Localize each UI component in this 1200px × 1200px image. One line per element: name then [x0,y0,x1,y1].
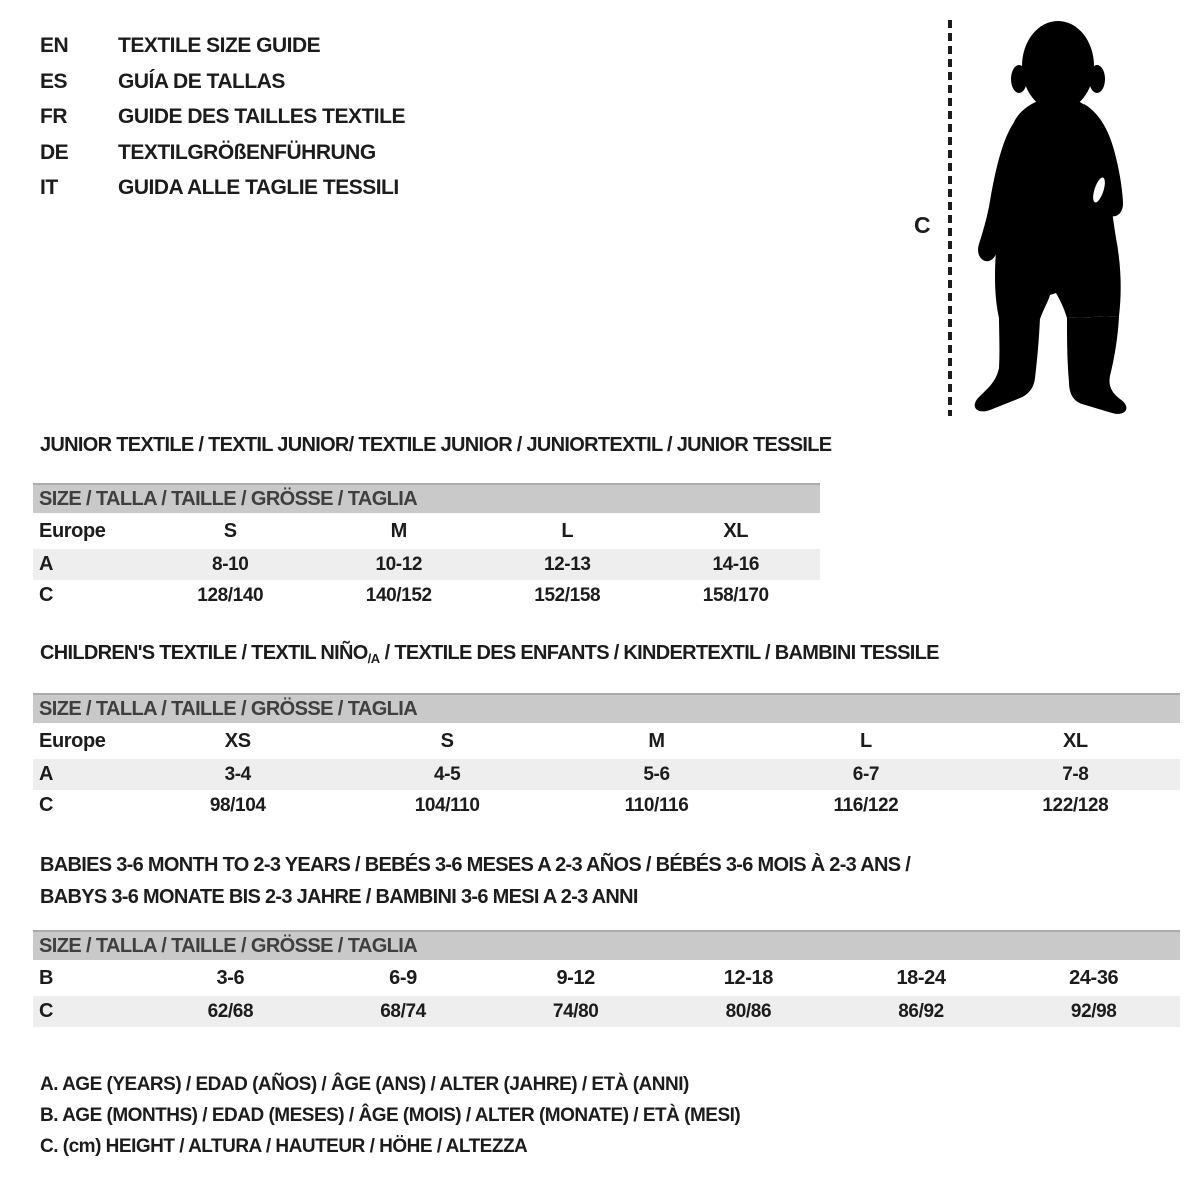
size-cell: M [648,730,665,752]
height-cell: 152/158 [534,585,601,606]
height-cell: 122/128 [1042,795,1109,816]
size-cell: XS [224,730,251,752]
months-cell: 6-9 [389,967,417,989]
language-title: TEXTILGRÖßENFÜHRUNG [118,140,376,164]
language-code: DE [40,140,69,164]
babies-size-table [33,930,1180,1027]
months-cell: 24-36 [1069,967,1119,989]
junior-row-height [33,580,820,611]
age-cell: 12-13 [543,554,591,575]
height-cell: 104/110 [414,795,480,816]
toddler-silhouette-image [966,16,1138,418]
legend-line-b: B. AGE (MONTHS) / EDAD (MESES) / ÂGE (MOIS) / ALTER (MONATE) / ETÀ (MESI) [40,1105,741,1126]
height-dashed-line [948,20,952,416]
language-row-de [40,135,405,171]
age-cell: 10-12 [375,554,423,575]
language-title: GUIDA ALLE TAGLIE TESSILI [118,176,399,199]
row-label: C [39,794,54,816]
silhouette-leg-left [975,316,1040,411]
children-title-suffix: / TEXTILE DES ENFANTS / KINDERTEXTIL / BAMBINI TESSILE [379,642,939,664]
language-row-es [40,64,405,100]
silhouette-leg-right [1067,316,1126,414]
height-measure-label: C [914,212,931,238]
children-size-table [33,693,1180,821]
age-cell: 3-4 [224,764,251,785]
junior-size-table [33,483,820,611]
height-cell: 74/80 [552,1001,599,1022]
height-cell: 86/92 [898,1001,944,1022]
height-cell: 98/104 [209,795,266,816]
height-cell: 140/152 [365,585,432,606]
language-code: EN [40,34,69,57]
legend [40,1069,740,1162]
row-label: C [39,1000,54,1022]
age-cell: 14-16 [712,554,760,575]
babies-row-months [33,960,1180,996]
height-cell: 128/140 [197,585,264,606]
children-row-height [33,790,1180,821]
legend-line-a: A. AGE (YEARS) / EDAD (AÑOS) / ÂGE (ANS) / ALTER (JAHRE) / ETÀ (ANNI) [40,1074,689,1095]
row-label: A [39,763,54,785]
age-cell: 4-5 [433,764,461,785]
language-code: ES [40,69,68,93]
junior-row-age [33,549,820,580]
size-cell: L [561,520,574,542]
children-row-age [33,759,1180,790]
row-label: Europe [39,520,106,542]
babies-row-height [33,996,1180,1027]
row-label: B [39,967,54,989]
children-table-header: SIZE / TALLA / TAILLE / GRÖSSE / TAGLIA [33,693,1180,723]
language-row-en [40,28,405,64]
babies-table-header: SIZE / TALLA / TAILLE / GRÖSSE / TAGLIA [33,930,1180,960]
size-cell: L [860,730,872,752]
height-cell: 110/116 [624,795,689,816]
children-title-sub: /A [367,651,380,666]
children-section-title [40,642,939,666]
row-label: A [39,553,54,575]
size-cell: S [223,520,237,542]
language-code: FR [40,105,67,128]
age-cell: 7-8 [1062,764,1089,785]
junior-row-europe [33,513,820,549]
age-cell: 6-7 [852,764,880,785]
junior-section-title: JUNIOR TEXTILE / TEXTIL JUNIOR/ TEXTILE JUNIOR / JUNIORTEXTIL / JUNIOR TESSILE [40,434,832,456]
babies-title-line1: BABIES 3-6 MONTH TO 2-3 YEARS / BEBÉS 3-6 MESES A 2-3 AÑOS / BÉBÉS 3-6 MOIS À 2-3 ANS / [40,854,911,876]
height-cell: 62/68 [207,1001,254,1022]
junior-table-header: SIZE / TALLA / TAILLE / GRÖSSE / TAGLIA [33,483,820,513]
months-cell: 18-24 [896,967,946,989]
babies-section-title [40,849,910,913]
size-cell: S [440,730,454,752]
children-row-europe [33,723,1180,759]
height-cell: 68/74 [380,1001,426,1022]
language-title: GUÍA DE TALLAS [118,69,285,93]
legend-line-c: C. (cm) HEIGHT / ALTURA / HAUTEUR / HÖHE / ALTEZZA [40,1136,528,1157]
silhouette-ear-left [1011,65,1027,93]
age-cell: 8-10 [212,554,249,575]
height-cell: 80/86 [725,1001,772,1022]
language-title: TEXTILE SIZE GUIDE [118,34,321,57]
row-label: Europe [39,730,106,752]
size-cell: M [390,520,407,542]
months-cell: 12-18 [723,967,773,989]
babies-title-line2: BABYS 3-6 MONATE BIS 2-3 JAHRE / BAMBINI 3-6 MESI A 2-3 ANNI [40,886,638,908]
children-title-prefix: CHILDREN'S TEXTILE / TEXTIL NIÑO [40,642,368,664]
size-cell: XL [1062,730,1088,752]
size-cell: XL [723,520,749,542]
language-row-it [40,170,405,206]
language-title: GUIDE DES TAILLES TEXTILE [118,105,405,128]
months-cell: 3-6 [216,967,245,989]
age-cell: 5-6 [643,764,670,785]
language-row-fr [40,99,405,135]
language-list [40,28,405,206]
height-cell: 92/98 [1070,1001,1117,1022]
row-label: C [39,584,54,606]
height-cell: 158/170 [702,585,769,606]
months-cell: 9-12 [556,967,595,989]
silhouette-ear-right [1089,65,1105,93]
height-cell: 116/122 [833,795,899,816]
language-code: IT [40,176,58,199]
